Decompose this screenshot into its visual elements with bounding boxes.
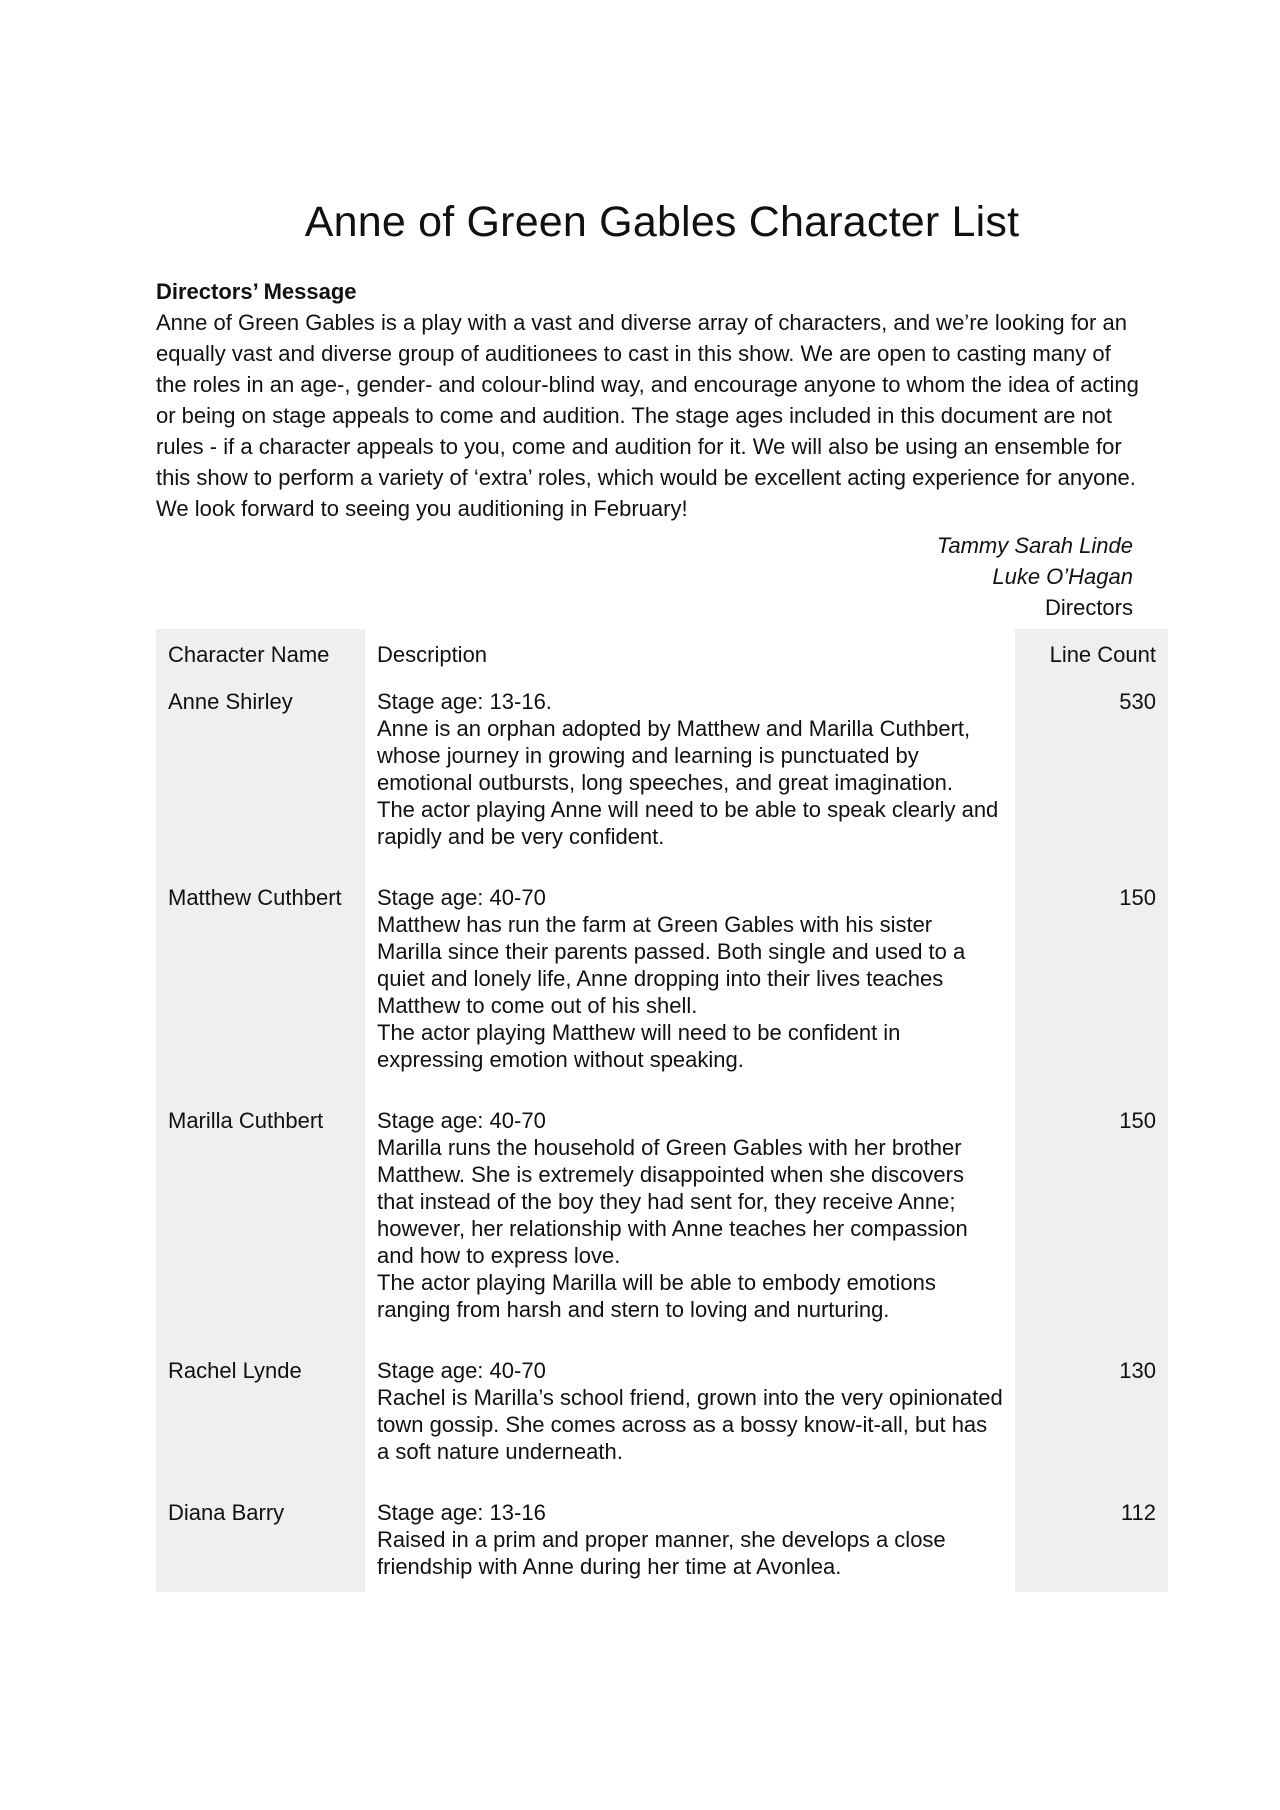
table-header-row: [156, 629, 1168, 678]
stage-age: Stage age: 13-16: [377, 1500, 546, 1525]
page-title: Anne of Green Gables Character List: [304, 198, 1020, 246]
description-text: Matthew has run the farm at Green Gables with his sister Marilla since their parents passed. Both single and used to a quiet and lonely life, Anne dropping into their lives teaches Matthew to come out of his shell.: [377, 912, 966, 1018]
character-name: Diana Barry: [156, 1489, 365, 1592]
stage-age: Stage age: 13-16.: [377, 689, 552, 714]
character-description: [365, 1347, 1015, 1489]
character-description: [365, 1489, 1015, 1592]
character-table: [156, 629, 1168, 1592]
actor-note: The actor playing Anne will need to be able to speak clearly and rapidly and be very confident.: [377, 797, 999, 849]
description-text: Anne is an orphan adopted by Matthew and Marilla Cuthbert, whose journey in growing and learning is punctuated by emotional outbursts, long speeches, and great imagination.: [377, 716, 971, 795]
line-count: 130: [1015, 1347, 1168, 1489]
header-line-count: Line Count: [1015, 629, 1168, 678]
character-name: Matthew Cuthbert: [156, 874, 365, 1097]
header-character-name: Character Name: [156, 629, 365, 678]
table-row: [156, 678, 1168, 874]
line-count: 112: [1015, 1489, 1168, 1592]
description-text: Marilla runs the household of Green Gables with her brother Matthew. She is extremely disappointed when she discovers that instead of the boy they had sent for, they receive Anne; however, her relationship with Anne teaches her compassion and how to express love.: [377, 1135, 968, 1268]
character-name: Rachel Lynde: [156, 1347, 365, 1489]
description-text: Rachel is Marilla’s school friend, grown into the very opinionated town gossip. She comes across as a bossy know-it-all, but has a soft nature underneath.: [377, 1385, 1003, 1464]
line-count: 530: [1015, 678, 1168, 874]
signature-block: [156, 530, 1133, 623]
signatory-role: Directors: [1044, 595, 1133, 620]
line-count: 150: [1015, 1097, 1168, 1347]
table-row: [156, 1489, 1168, 1592]
actor-note: The actor playing Matthew will need to be confident in expressing emotion without speaking.: [377, 1020, 901, 1072]
line-count: 150: [1015, 874, 1168, 1097]
table-row: [156, 1347, 1168, 1489]
character-description: [365, 874, 1015, 1097]
character-description: [365, 1097, 1015, 1347]
directors-message: [156, 276, 1168, 524]
table-row: [156, 874, 1168, 1097]
document-page: [156, 190, 1168, 1592]
signatory-name: Luke O’Hagan: [992, 564, 1133, 589]
description-text: Raised in a prim and proper manner, she develops a close friendship with Anne during her time at Avonlea.: [377, 1527, 946, 1579]
signatory-name: Tammy Sarah Linde: [936, 533, 1133, 558]
character-name: Marilla Cuthbert: [156, 1097, 365, 1347]
actor-note: The actor playing Marilla will be able to embody emotions ranging from harsh and stern to loving and nurturing.: [377, 1270, 936, 1322]
message-body: Anne of Green Gables is a play with a vast and diverse array of characters, and we’re looking for an equally vast and diverse group of auditionees to cast in this show. We are open to casting many of the roles in an age-, gender- and colour-blind way, and encourage anyone to whom the idea of acting or being on stage appeals to come and audition. The stage ages included in this document are not rules - if a character appeals to you, come and audition for it. We will also be using an ensemble for this show to perform a variety of ‘extra’ roles, which would be excellent acting experience for anyone. We look forward to seeing you auditioning in February!: [156, 310, 1139, 521]
table-row: [156, 1097, 1168, 1347]
header-description: Description: [377, 642, 488, 667]
stage-age: Stage age: 40-70: [377, 1108, 546, 1133]
character-description: [365, 678, 1015, 874]
character-name: Anne Shirley: [156, 678, 365, 874]
message-heading: Directors’ Message: [156, 279, 357, 304]
stage-age: Stage age: 40-70: [377, 1358, 546, 1383]
stage-age: Stage age: 40-70: [377, 885, 546, 910]
